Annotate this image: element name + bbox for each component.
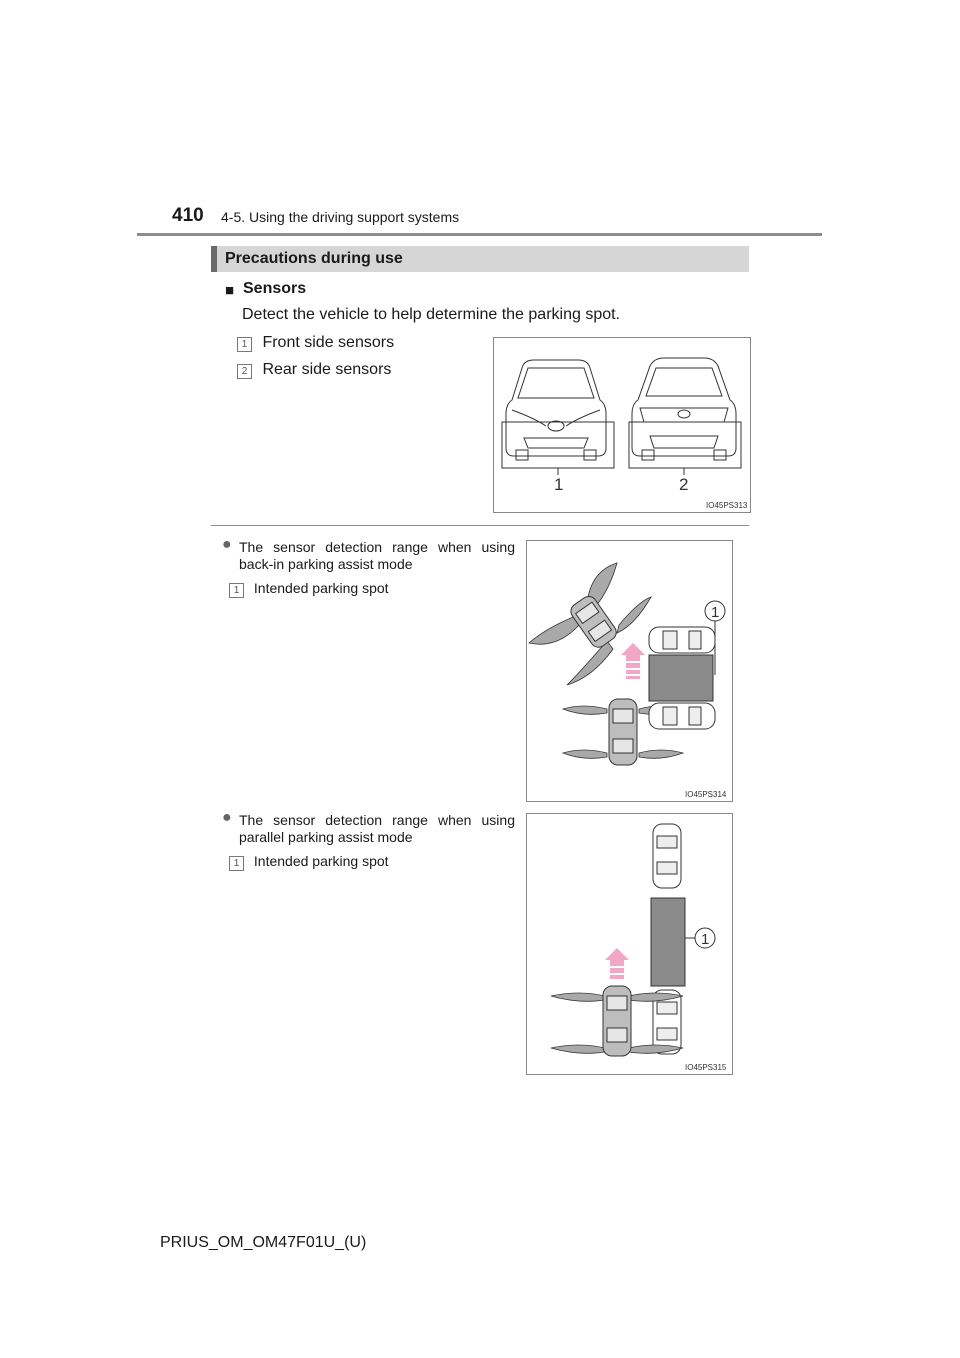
- front-sensor-zone: [502, 422, 614, 468]
- circle-bullet-icon: ●: [222, 809, 232, 826]
- page-number: 410: [172, 205, 204, 226]
- callout-number-badge: 1: [237, 337, 252, 352]
- car-rear-view: [632, 358, 736, 460]
- section-bar-accent: [211, 246, 217, 272]
- legend-label: Intended parking spot: [253, 580, 389, 596]
- back-in-figure: [526, 540, 733, 802]
- sensors-heading: Sensors: [243, 280, 307, 297]
- sensor-item-label: Front side sensors: [262, 334, 395, 351]
- callout-number-badge: 1: [229, 856, 244, 871]
- movement-arrow-icon: [621, 643, 645, 679]
- sensor-item-rear: [237, 361, 391, 379]
- sensor-item-front: [237, 334, 394, 352]
- vehicle-parallel: [603, 986, 631, 1056]
- parallel-legend: [229, 853, 389, 871]
- sensor-lobe: [563, 750, 607, 758]
- callout-2: 2: [679, 475, 689, 494]
- sensor-lobe: [617, 597, 651, 633]
- callout-1: 1: [711, 604, 720, 621]
- figure-code: IO45PS314: [685, 790, 727, 799]
- sensor-lobe: [563, 706, 607, 714]
- figure-code: IO45PS315: [685, 1063, 727, 1072]
- sensors-figure: [493, 337, 751, 513]
- sensor-lobe: [639, 750, 683, 758]
- parked-car: [653, 824, 681, 888]
- document-id: PRIUS_OM_OM47F01U_(U): [160, 1234, 367, 1251]
- back-in-description: The sensor detection range when using back-in parking assist mode: [239, 539, 515, 572]
- section-title: Precautions during use: [225, 250, 403, 267]
- car-front-rear-illustration: [494, 338, 750, 512]
- square-bullet-icon: ■: [225, 282, 235, 299]
- sensor-item-label: Rear side sensors: [262, 361, 392, 378]
- callout-number-badge: 1: [229, 583, 244, 598]
- sensor-lobe: [567, 641, 613, 685]
- sensor-lobe: [551, 1045, 605, 1053]
- parked-car: [649, 627, 715, 653]
- callout-1: 1: [701, 931, 710, 948]
- callout-number-badge: 2: [237, 364, 252, 379]
- parallel-description: The sensor detection range when using parallel parking assist mode: [239, 812, 515, 845]
- circle-bullet-icon: ●: [222, 536, 232, 553]
- legend-label: Intended parking spot: [253, 853, 389, 869]
- sensors-description: Detect the vehicle to help determine the parking spot.: [242, 306, 620, 323]
- section-heading-bar: [211, 246, 749, 272]
- parked-car: [649, 703, 715, 729]
- back-in-legend: [229, 580, 389, 598]
- chapter-title: 4-5. Using the driving support systems: [221, 209, 460, 225]
- car-front-view: [506, 360, 606, 460]
- figure-code: IO45PS313: [706, 501, 748, 510]
- intended-parking-spot: [649, 655, 713, 701]
- section-divider: [211, 525, 749, 526]
- rear-sensor-zone: [629, 422, 741, 468]
- back-in-parking-illustration: [527, 541, 732, 801]
- vehicle-backing: [609, 699, 637, 765]
- sensor-lobe: [551, 993, 605, 1001]
- movement-arrow-icon: [605, 948, 629, 979]
- callout-1: 1: [554, 475, 564, 494]
- intended-parking-spot: [651, 898, 685, 986]
- parallel-parking-illustration: [527, 814, 732, 1074]
- header-rule: [137, 233, 822, 236]
- parallel-figure: [526, 813, 733, 1075]
